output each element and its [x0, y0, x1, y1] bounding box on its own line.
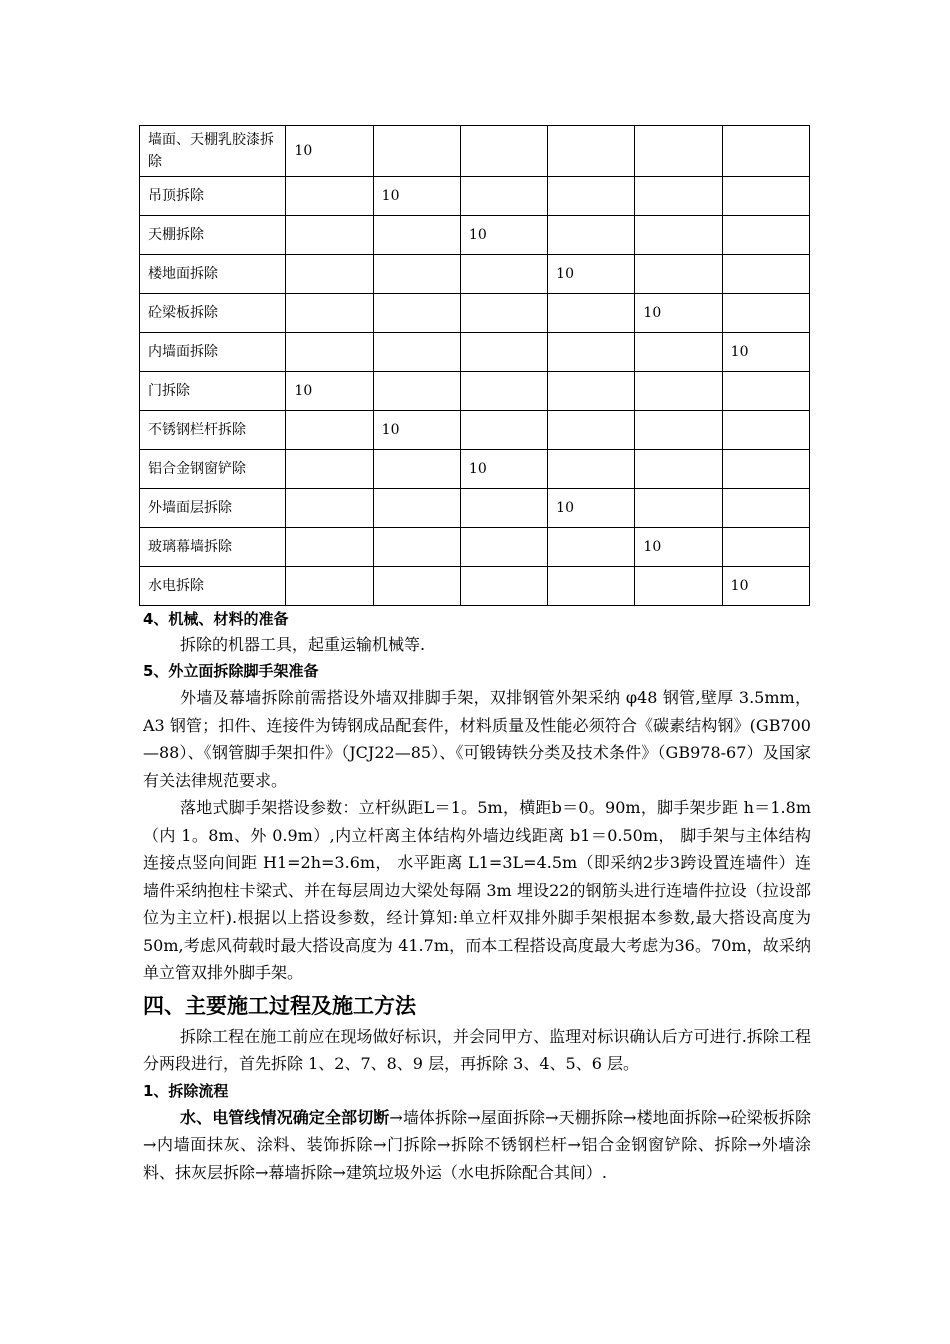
- row-label-cell: 吊顶拆除: [140, 177, 286, 216]
- table-row: [140, 528, 810, 567]
- row-label-cell: 水电拆除: [140, 567, 286, 606]
- table-cell: [286, 294, 373, 333]
- demolition-flow-heading: 1、拆除流程: [143, 1081, 229, 1100]
- table-cell: [286, 411, 373, 450]
- table-cell: [373, 372, 460, 411]
- table-row: [140, 294, 810, 333]
- table-cell: [460, 528, 547, 567]
- table-row: [140, 216, 810, 255]
- table-cell: [460, 333, 547, 372]
- table-cell: [286, 333, 373, 372]
- row-label-cell: 天棚拆除: [140, 216, 286, 255]
- table-cell: [722, 177, 809, 216]
- table-cell: [286, 567, 373, 606]
- table-cell: [286, 177, 373, 216]
- table-cell: 10: [373, 177, 460, 216]
- table-cell: [286, 255, 373, 294]
- section-4-text: 拆除的机器工具，起重运输机械等.: [180, 635, 426, 654]
- table-cell: [373, 216, 460, 255]
- table-cell: [635, 489, 722, 528]
- table-cell: [635, 567, 722, 606]
- table-cell: [460, 177, 547, 216]
- table-cell: [722, 411, 809, 450]
- table-row: [140, 177, 810, 216]
- table-cell: [460, 489, 547, 528]
- table-cell: [548, 216, 635, 255]
- table-cell: 10: [286, 126, 373, 177]
- table-cell: [286, 528, 373, 567]
- table-cell: [722, 450, 809, 489]
- row-label-cell: 砼梁板拆除: [140, 294, 286, 333]
- table-cell: [460, 294, 547, 333]
- table-cell: [373, 333, 460, 372]
- table-cell: [722, 489, 809, 528]
- table-cell: [373, 489, 460, 528]
- table-row: [140, 489, 810, 528]
- row-label-cell: 门拆除: [140, 372, 286, 411]
- row-label-cell: 不锈钢栏杆拆除: [140, 411, 286, 450]
- table-cell: [722, 216, 809, 255]
- table-cell: [635, 411, 722, 450]
- table-row: [140, 567, 810, 606]
- row-label-cell: 内墙面拆除: [140, 333, 286, 372]
- table-cell: 10: [286, 372, 373, 411]
- table-cell: [460, 567, 547, 606]
- table-row: [140, 255, 810, 294]
- table-row: [140, 333, 810, 372]
- section-5-heading: 5、外立面拆除脚手架准备: [143, 662, 319, 680]
- table-cell: [548, 567, 635, 606]
- table-cell: [722, 294, 809, 333]
- table-cell: [373, 294, 460, 333]
- table-cell: [722, 372, 809, 411]
- table-cell: [548, 126, 635, 177]
- table-cell: 10: [635, 528, 722, 567]
- document-body: [143, 606, 811, 1186]
- table-cell: 10: [635, 294, 722, 333]
- table-cell: [635, 216, 722, 255]
- table-row: [140, 411, 810, 450]
- table-cell: [548, 528, 635, 567]
- row-label-cell: 楼地面拆除: [140, 255, 286, 294]
- table-cell: 10: [460, 216, 547, 255]
- table-cell: [635, 372, 722, 411]
- table-cell: [286, 216, 373, 255]
- table-cell: 10: [722, 567, 809, 606]
- row-label-cell: 墙面、天棚乳胶漆拆除: [140, 126, 286, 177]
- table-cell: [286, 450, 373, 489]
- table-cell: 10: [722, 333, 809, 372]
- table-row: [140, 372, 810, 411]
- table-cell: [722, 126, 809, 177]
- table-cell: [722, 255, 809, 294]
- table-cell: [635, 450, 722, 489]
- table-cell: [548, 294, 635, 333]
- table-cell: 10: [373, 411, 460, 450]
- table-cell: [373, 450, 460, 489]
- demolition-flow-paragraph: [143, 1104, 811, 1187]
- table-row: [140, 450, 810, 489]
- table-cell: [635, 177, 722, 216]
- table-cell: 10: [548, 489, 635, 528]
- part-4-paragraph: 拆除工程在施工前应在现场做好标识，并会同甲方、监理对标识确认后方可进行.拆除工程分两段进行，首先拆除 1、2、7、8、9 层，再拆除 3、4、5、6 层。: [143, 1026, 811, 1073]
- table-cell: [373, 126, 460, 177]
- flow-rest-text: →墙体拆除→屋面拆除→天棚拆除→楼地面拆除→砼梁板拆除→内墙面抹灰、涂料、装饰拆除→门拆除→拆除不锈钢栏杆→铝合金钢窗铲除、拆除→外墙涂料、抹灰层拆除→幕墙拆除→建筑垃圾外运（水电拆除配合其间）.: [143, 1107, 811, 1182]
- table-cell: [460, 411, 547, 450]
- table-cell: [460, 255, 547, 294]
- section-4-heading: 4、机械、材料的准备: [143, 610, 289, 628]
- demolition-schedule-table: [139, 125, 810, 606]
- table-cell: [548, 372, 635, 411]
- flow-lead-text: 水、电管线情况确定全部切断: [180, 1107, 390, 1127]
- table-cell: [548, 177, 635, 216]
- table-cell: [373, 255, 460, 294]
- table-cell: [635, 126, 722, 177]
- table-cell: [722, 528, 809, 567]
- table-cell: [373, 528, 460, 567]
- part-4-heading: 四、主要施工过程及施工方法: [143, 993, 416, 1018]
- table-cell: [635, 333, 722, 372]
- table-cell: [548, 411, 635, 450]
- table-cell: 10: [548, 255, 635, 294]
- table-cell: [373, 567, 460, 606]
- table-cell: [286, 489, 373, 528]
- row-label-cell: 外墙面层拆除: [140, 489, 286, 528]
- table-row: [140, 126, 810, 177]
- table-cell: 10: [460, 450, 547, 489]
- table-cell: [548, 450, 635, 489]
- row-label-cell: 玻璃幕墙拆除: [140, 528, 286, 567]
- table-cell: [548, 333, 635, 372]
- table-cell: [460, 372, 547, 411]
- table-cell: [460, 126, 547, 177]
- row-label-cell: 铝合金钢窗铲除: [140, 450, 286, 489]
- schedule-table-body: [140, 126, 810, 606]
- table-cell: [635, 255, 722, 294]
- section-5-paragraph-2: 落地式脚手架搭设参数：立杆纵距L＝1。5m，横距b＝0。90m，脚手架步距 h＝1.8m（内 1。8m、外 0.9m）,内立杆离主体结构外墙边线距离 b1＝0.50m， 脚手架与主体结构连接点竖向间距 H1=2h=3.6m， 水平距离 L1=3L=4.5m（即采纳2步3跨设置连墙件）连墙件采纳抱柱卡梁式、并在每层周边大梁处每隔 3m 埋设22的钢筋头进行连墙件拉设（拉设部位为主立杆).根据以上搭设参数，经计算知:单立杆双排外脚手架根据本参数,最大搭设高度为50m,考虑风荷载时最大搭设高度为 41.7m，而本工程搭设高度最大考虑为36。70m，故采纳单立管双排外脚手架。: [143, 798, 811, 982]
- section-5-paragraph-1: 外墙及幕墙拆除前需搭设外墙双排脚手架，双排钢管外架采纳 φ48 钢管,壁厚 3.5mm，A3 钢管；扣件、连接件为铸钢成品配套件，材料质量及性能必须符合《碳素结构钢》(GB700—88）、《钢管脚手架扣件》（JCJ22—85）、《可锻铸铁分类及技术条件》（GB978-67）及国家有关法律规范要求。: [143, 688, 811, 790]
